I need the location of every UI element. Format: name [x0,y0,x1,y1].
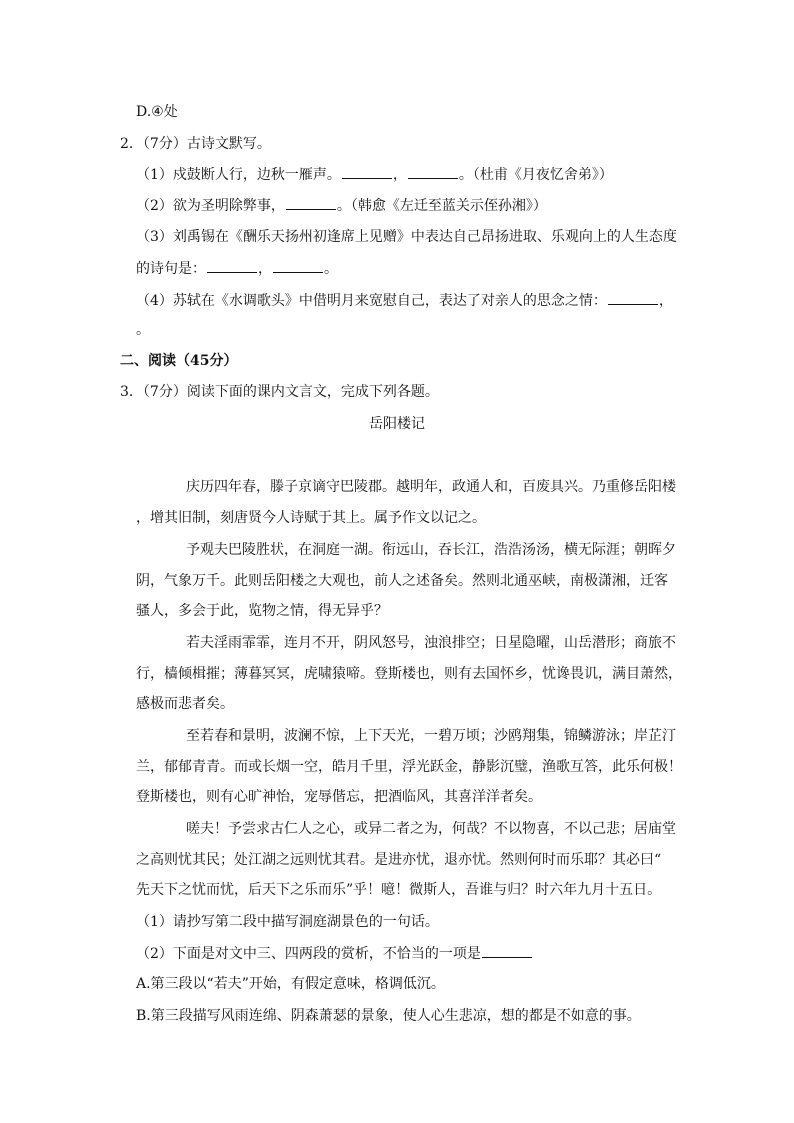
passage-line: 至若春和景明，波澜不惊，上下天光，一碧万顷；沙鸥翔集，锦鳞游泳；岸芷汀 [186,728,676,744]
answer-blank [408,164,458,179]
passage-title: 岳阳楼记 [369,416,425,432]
q2-item-3-end: 。 [324,261,338,277]
passage-line: 登斯楼也，则有心旷神怡，宠辱偕忘，把酒临风，其喜洋洋者矣。 [136,789,542,805]
passage-line: 之高则忧其民；处江湖之远则忧其君。是进亦忧，退亦忧。然则何时而乐耶？其必曰“ [136,852,662,868]
q2-item-1-end: 。（杜甫《月夜忆舍弟》） [458,167,613,183]
q2-item-4-line1 [136,290,673,311]
q2-item-4-line2: 。 [136,322,150,338]
q1-option-d: D.④处 [136,104,178,120]
q3-stem: 3．（7分）阅读下面的课内文言文，完成下列各题。 [120,384,439,400]
answer-blank [342,164,392,179]
answer-blank [273,258,323,273]
passage-line: 予观夫巴陵胜状，在洞庭一湖。衔远山，吞长江，浩浩汤汤，横无际涯；朝晖夕 [186,542,676,558]
passage-line: 兰，郁郁青青。而或长烟一空，皓月千里，浮光跃金，静影沉璧，渔歌互答，此乐何极！ [136,759,682,775]
passage-line: 骚人，多会于此，览物之情，得无异乎？ [136,603,388,619]
option-b: B.第三段描写风雨连绵、阴森萧瑟的景象，使人心生悲凉，想的都是不如意的事。 [136,1008,641,1024]
q3-sub-1: （1）请抄写第二段中描写洞庭湖景色的一句话。 [136,914,439,930]
q2-item-3-line2 [136,258,338,279]
q3-sub-2 [136,943,533,964]
q2-stem: 2．（7分）古诗文默写。 [120,136,271,152]
passage-line: 庆历四年春，滕子京谪守巴陵郡。越明年，政通人和，百废具兴。乃重修岳阳楼 [186,479,676,495]
passage-line: 先天下之忧而忧，后天下之乐而乐”乎！噫！微斯人，吾谁与归？时六年九月十五日。 [136,882,662,898]
passage-line: 若夫淫雨霏霏，连月不开，阴风怒号，浊浪排空；日星隐曜，山岳潜形；商旅不 [186,635,676,651]
passage-line: 行，樯倾楫摧；薄暮冥冥，虎啸猿啼。登斯楼也，则有去国怀乡，忧谗畏讥，满目萧然， [136,666,682,682]
q2-item-3-line1: （3）刘禹锡在《酬乐天扬州初逢席上见赠》中表达自己昂扬进取、乐观向上的人生态度 [136,229,677,245]
answer-blank [608,290,658,305]
q2-item-3-sep: ， [258,261,272,277]
q3-sub-2-text: （2）下面是对文中三、四两段的赏析，不恰当的一项是 [136,946,481,962]
q2-item-1-text: （1）戍鼓断人行，边秋一雁声。 [136,167,341,183]
q2-item-1-sep: ， [392,167,407,183]
passage-line: 感极而悲者矣。 [136,696,234,712]
passage-line: 嗟夫！予尝求古仁人之心，或异二者之为，何哉？不以物喜，不以己悲；居庙堂 [186,821,676,837]
option-a: A.第三段以“若夫”开始，有假定意味，格调低沉。 [136,976,445,992]
q2-item-2-end: 。（韩愈《左迁至蓝关示侄孙湘》） [336,198,547,214]
section-heading: 二、阅读（45分） [120,353,238,369]
q2-item-2 [136,195,547,216]
passage-line: 阴，气象万千。此则岳阳楼之大观也，前人之述备矣。然则北通巫峡，南极潇湘，迁客 [136,573,668,589]
passage-line: ，增其旧制，刻唐贤今人诗赋于其上。属予作文以记之。 [136,510,486,526]
answer-blank [286,195,336,210]
q2-item-3-text: 的诗句是： [136,261,206,277]
answer-blank [482,943,532,958]
answer-blank [207,258,257,273]
q2-item-4-sep: ， [658,293,673,309]
q2-item-1 [136,164,613,185]
q2-item-2-text: （2）欲为圣明除弊事， [136,198,285,214]
q2-item-4-text: （4）苏轼在《水调歌头》中借明月来宽慰自己，表达了对亲人的思念之情： [136,293,607,309]
